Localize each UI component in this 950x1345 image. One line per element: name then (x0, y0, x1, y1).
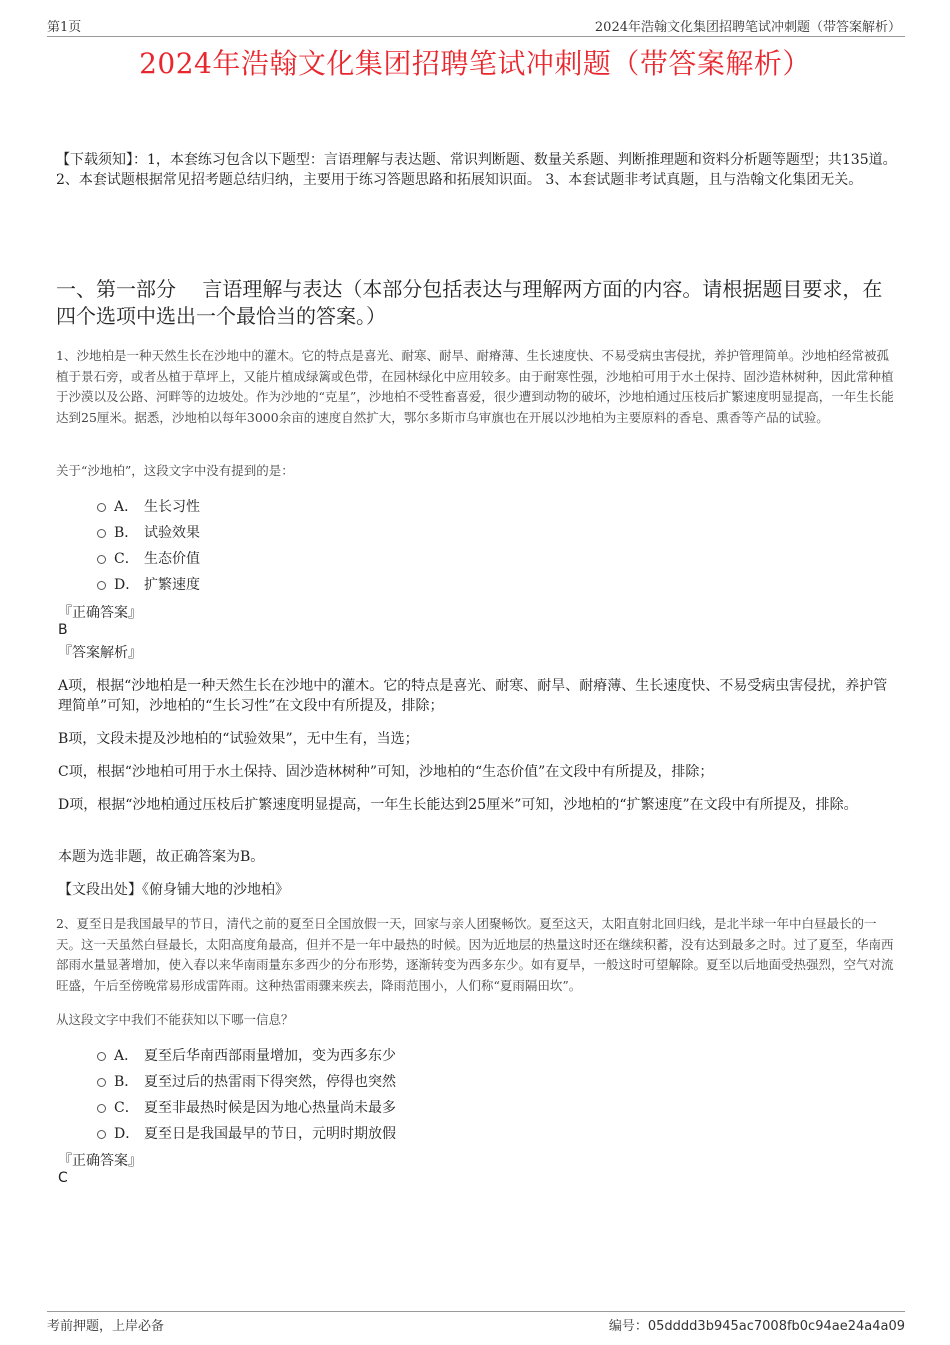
q1-source: 【文段出处】《俯身铺大地的沙地柏》 (58, 882, 289, 898)
download-notice: 【下载须知】：1，本套练习包含以下题型：言语理解与表达题、常识判断题、数量关系题、判断推理题和资料分析题等题型；共135道。 2、本套试题根据常见招考题总结归纳，主要用于练习答题思路和拓展知识面。 3、本套试题非考试真题，且与浩翰文化集团无关。 (56, 152, 897, 188)
radio-icon[interactable] (97, 503, 106, 512)
page-header (47, 14, 905, 37)
q1-analysis-c: C项，根据“沙地柏可用于水土保持、固沙造林树种”可知，沙地柏的“生态价值”在文段中有所提及，排除； (58, 764, 714, 780)
section-heading: 一、第一部分 言语理解与表达（本部分包括表达与理解两方面的内容。请根据题目要求，在四个选项中选出一个最恰当的答案。） (56, 277, 883, 328)
footer-slogan: 考前押题，上岸必备 (47, 1319, 165, 1334)
question-2-passage: 2、夏至日是我国最早的节日，清代之前的夏至日全国放假一天，回家与亲人团聚畅饮。夏至这天，太阳直射北回归线，是北半球一年中白昼最长的一天。这一天虽然白昼最长，太阳高度角最高，但并不是一年中最热的时候。因为近地层的热量这时还在继续积蓄，没有达到最多之时。过了夏至，华南西部雨水量显著增加，使入春以来华南雨量东多西少的分布形势，逐渐转变为西多东少。如有夏旱，一般这时可望解除。夏至以后地面受热强烈，空气对流旺盛，午后至傍晚常易形成雷阵雨。这种热雷雨骤来疾去，降雨范围小，人们称“夏雨隔田坎”。 (56, 916, 894, 993)
radio-icon[interactable] (97, 1130, 106, 1139)
document-title: 2024年浩翰文化集团招聘笔试冲刺题（带答案解析） (139, 47, 811, 80)
page-footer (47, 1311, 905, 1336)
radio-icon[interactable] (97, 529, 106, 538)
q2-answer: C (58, 1170, 68, 1186)
question-1-prompt: 关于“沙地柏”，这段文字中没有提到的是： (56, 463, 294, 478)
q1-analysis-conclusion: 本题为选非题，故正确答案为B。 (58, 849, 265, 865)
q1-analysis-a: A项，根据“沙地柏是一种天然生长在沙地中的灌木。它的特点是喜光、耐寒、耐旱、耐瘠薄、生长速度快、不易受病虫害侵扰，养护管理简单”可知，沙地柏的“生长习性”在文段中有所提及，排除； (58, 678, 888, 714)
q1-analysis-b: B项，文段未提及沙地柏的“试验效果”，无中生有，当选； (58, 731, 419, 747)
footer-serial: 编号：05dddd3b945ac7008fb0c94ae24a4a09 (608, 1319, 905, 1334)
q1-analysis-d: D项，根据“沙地柏通过压枝后扩繁速度明显提高，一年生长能达到25厘米”可知，沙地柏的“扩繁速度”在文段中有所提及，排除。 (58, 797, 858, 813)
q2-answer-label: 『正确答案』 (58, 1153, 142, 1169)
radio-icon[interactable] (97, 581, 106, 590)
radio-icon[interactable] (97, 1078, 106, 1087)
q1-analysis-label: 『答案解析』 (58, 645, 142, 661)
question-1-passage: 1、沙地柏是一种天然生长在沙地中的灌木。它的特点是喜光、耐寒、耐旱、耐瘠薄、生长速度快、不易受病虫害侵扰，养护管理简单。沙地柏经常被孤植于景石旁，或者丛植于草坪上，又能片植成绿篱或色带，在园林绿化中应用较多。由于耐寒性强，沙地柏可用于水土保持、固沙造林树种，因此常种植于沙漠以及公路、河畔等的边坡处。作为沙地的“克星”，沙地柏不受牲畜喜爱，很少遭到动物的破坏，沙地柏通过压枝后扩繁速度明显提高，一年生长能达到25厘米。据悉，沙地柏以每年3000余亩的速度自然扩大，鄂尔多斯市乌审旗也在开展以沙地柏为主要原料的香皂、熏香等产品的试验。 (56, 348, 894, 425)
q1-answer-label: 『正确答案』 (58, 605, 142, 621)
page-number: 第1页 (47, 20, 82, 35)
header-doc-title: 2024年浩翰文化集团招聘笔试冲刺题（带答案解析） (594, 20, 901, 35)
radio-icon[interactable] (97, 1052, 106, 1061)
question-2-prompt: 从这段文字中我们不能获知以下哪一信息？ (56, 1012, 294, 1027)
radio-icon[interactable] (97, 1104, 106, 1113)
radio-icon[interactable] (97, 555, 106, 564)
q1-answer: B (58, 622, 68, 638)
